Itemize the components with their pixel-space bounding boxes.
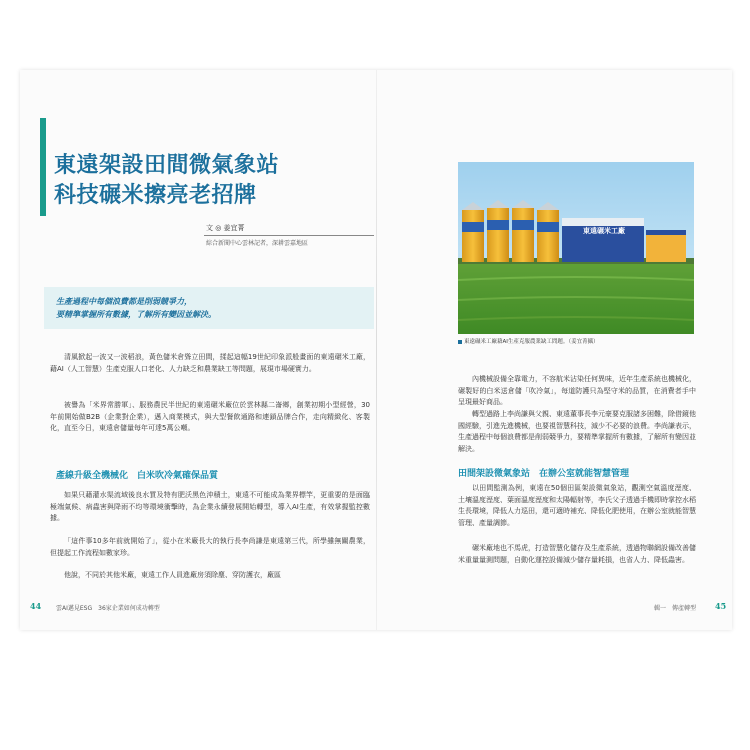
running-footer-left: 雲AI邁見ESG 36家企業如何成功轉型	[56, 605, 160, 612]
body-paragraph: 被譽為「米界常勝軍」、服務農民半世紀的東遠碾米廠位於雲林縣二崙鄉，創業初期小型經營，30年前開始做B2B（企業對企業），邁入商業模式，與大型餐飲通路和連鎖品牌合作，走向精緻化、客製化，直至今日，東遠倉儲量每年可達5萬公噸。	[50, 401, 370, 432]
author-bio: 綜合新聞中心雲林記者，深耕雲嘉地區	[206, 240, 309, 247]
body-paragraph: 如果只藉灌水渠流域後良水質及特有肥沃黑色沖積土，東遠不可能成為業界標竿，更重要的是面臨極端氣候、病蟲害與降雨不均等環境衝擊時，為企業永續發展開始轉型，導入AI生產，有效掌握監控數據。	[50, 491, 370, 522]
title-line-2: 科技碾米擦亮老招牌	[54, 182, 257, 208]
factory-photo-graphic	[458, 162, 694, 334]
title-line-1: 東遠架設田間微氣象站	[54, 152, 280, 178]
body-paragraph: 碾米廠地也不馬虎，打造智慧化儲存及生產系統，透過物聯網設備改善儲米重量量測問題，自動化運控設備減少儲存量耗損，也省人力、降低蟲害。	[458, 544, 696, 564]
page-number-right: 45	[715, 601, 727, 611]
title-accent-bar	[40, 118, 46, 216]
pull-quote-line-2: 要精準掌握所有數據，了解所有變因並解決。	[56, 309, 216, 319]
author-divider	[204, 235, 374, 236]
pull-quote	[56, 295, 356, 321]
body-paragraph: 以田間監測為例，東遠在50個田區架設微氣象站，觀測空氣溫度溼度、土壤溫度溼度、葉面溫度溼度和太陽輻射等，李氏父子透過手機即時掌控水稻生長環境，降低人力巡田，還可適時補充、降低化肥使用，在辦公室就能智慧管理、產量調節。	[458, 484, 696, 527]
pull-quote-box	[44, 287, 374, 329]
section-heading: 產線升級全機械化 白米吹冷氣確保品質	[56, 471, 219, 481]
body-paragraph: 「這件事10多年前就開始了」，從小在米廠長大的執行長李尚謙是東遠第三代，所學雖無關農業，但提起工作流程如數家珍。	[50, 537, 370, 557]
page-gutter	[376, 70, 377, 630]
running-footer-right: 輯一 傳產轉型	[654, 605, 697, 612]
body-paragraph: 內機械設備全靠電力，不容航米沾染任何異味，近年生產系統也機械化，碾製好的白米送倉儲「吹冷氣」，每道防護只為堅守米的品質，在消費者手中呈現最好商品。	[458, 375, 696, 406]
page-number-left: 44	[30, 601, 42, 611]
photo-caption-text: 東遠碾米工廠藉AI生產克服農業缺工問題。（姜宜菁攝）	[464, 339, 599, 345]
body-paragraph: 他說，不同於其他米廠，東遠工作人員進廠房須除塵、穿防護衣，廠區	[64, 571, 281, 579]
factory-photo	[458, 162, 694, 334]
pull-quote-line-1: 生產過程中每個浪費都是削弱競爭力，	[56, 296, 192, 306]
body-paragraph: 轉型過路上李尚謙與父親、東遠董事長李元豪要克服諸多困難，除借鏡他國經驗，引進先進機械，也要視智慧科技，減少不必要的浪費。李尚謙表示，生產過程中每個浪費都是削弱競爭力，要精準掌握所有數據，了解所有變因並解決。	[458, 410, 696, 453]
caption-marker-icon	[458, 340, 462, 344]
body-paragraph: 清風掀起一波又一波稻浪，黃色儲米倉聳立田間，揉起這幅19世紀印象派般畫面的東遠碾米工廠，藉AI（人工智慧）生產克服人口老化、人力缺乏和農業缺工等問題，展現市場硬實力。	[50, 353, 370, 373]
article-title	[54, 150, 354, 210]
factory-sign: 東遠碾米工廠	[583, 227, 625, 235]
photo-caption	[458, 337, 698, 345]
section-heading: 田間架設微氣象站 在辦公室就能智慧管理	[458, 469, 630, 479]
author-byline: 文 ◎ 姜宜菁	[206, 224, 245, 232]
